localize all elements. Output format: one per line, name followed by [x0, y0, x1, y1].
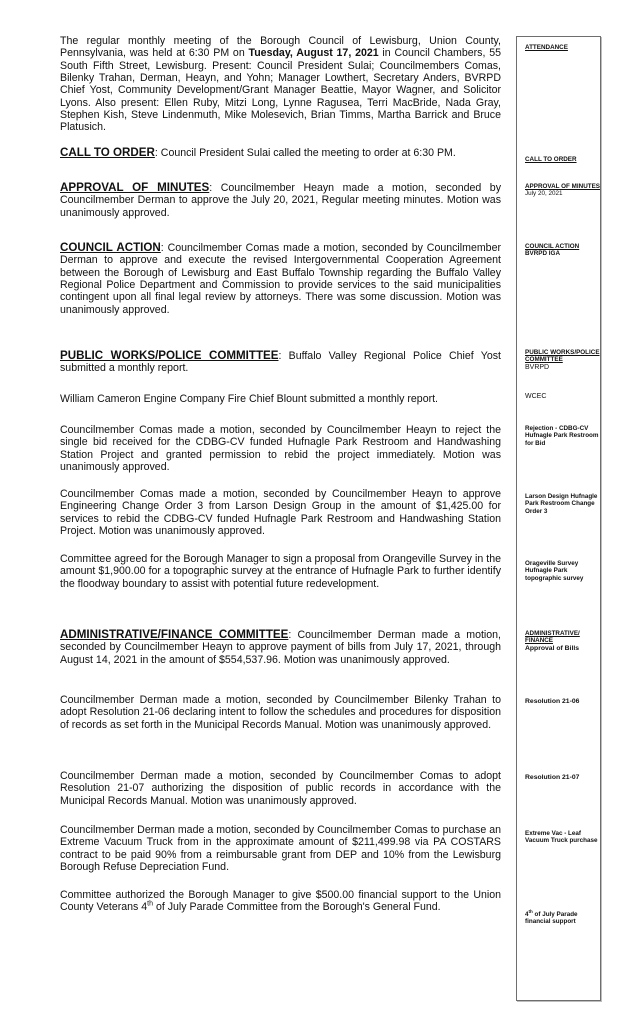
- council-action-text: : Councilmember Comas made a motion, seconded by Councilmember Derman to approve and execute the revised Intergovernmental Cooperation Agreement between the Borough of Lewisburg and East Buffalo Township regarding the Buffalo Valley Regional Police Department and Commission to provide services to the said municipalities contingent upon all final legal review by attorneys. There was some discussion. Motion was unanimously approved.: [60, 242, 501, 316]
- margin-note-admin: [525, 630, 601, 652]
- intro-text: The regular monthly meeting of the Borough Council of Lewisburg, Union County, Pennsylvania, was held at 6:30 PM on: [60, 35, 501, 60]
- approval-of-minutes-paragraph: [60, 182, 501, 219]
- rejection-paragraph: [60, 424, 501, 473]
- margin-note-res-21-06: [525, 698, 601, 706]
- margin-note-parade: [525, 908, 601, 926]
- call-to-order-paragraph: [60, 147, 501, 159]
- wcec-text: William Cameron Engine Company Fire Chief Blount submitted a monthly report.: [60, 393, 439, 405]
- margin-public-works-heading: PUBLIC WORKS/POLICE COMMITTEE: [525, 349, 600, 364]
- vac-truck-text: Councilmember Derman made a motion, seconded by Councilmember Comas to purchase an Extreme Vacuum Truck from in the approximate amount of $211,499.98 via PA COSTARS contract to be paid 90% from a reimbursable grant from DEP and 10% from the Lewisburg Borough Refuse Depreciation Fund.: [60, 824, 501, 874]
- margin-parade-sup: th: [528, 908, 533, 914]
- approval-of-minutes-heading: APPROVAL OF MINUTES: [60, 181, 210, 194]
- meeting-date: Tuesday, August 17, 2021: [248, 47, 379, 60]
- vac-truck-paragraph: [60, 824, 501, 873]
- admin-finance-paragraph: [60, 629, 501, 666]
- survey-paragraph: [60, 553, 501, 590]
- approval-of-minutes-text: : Councilmember Heayn made a motion, seconded by Councilmember Derman to approve the July 20, 2021, Regular meeting minutes. Motion was unanimously approved.: [60, 182, 501, 219]
- margin-orageville: Orageville Survey Hufnagle Park topographic survey: [525, 560, 584, 582]
- change-order-text: Councilmember Comas made a motion, seconded by Councilmember Heayn to approve Engineering Change Order 3 from Larson Design Group in the amount of $1,425.00 for services to rebid the CDBG-CV funded Hufnagle Park Restroom and Handwashing Station Project. Motion was unanimously approved.: [60, 488, 501, 538]
- council-action-paragraph: [60, 242, 501, 316]
- council-action-heading: COUNCIL ACTION: [60, 241, 161, 254]
- parade-superscript: th: [147, 900, 154, 908]
- rejection-text: Councilmember Comas made a motion, seconded by Councilmember Heayn to reject the single bid received for the CDBG-CV funded Hufnagle Park Restroom and Handwashing Station Project and granted permission to rebid the project immediately. Motion was unanimously approved.: [60, 424, 501, 474]
- parade-paragraph: [60, 889, 501, 914]
- public-works-text: : Buffalo Valley Regional Police Chief Yost submitted a monthly report.: [60, 350, 501, 375]
- admin-finance-text: : Councilmember Derman made a motion, seconded by Councilmember Heayn to approve payment of bills from July 17, 2021, through August 14, 2021 in the amount of $554,537.96. Motion was unanimously approved.: [60, 629, 501, 666]
- admin-finance-heading: ADMINISTRATIVE/FINANCE COMMITTEE: [60, 628, 289, 641]
- margin-attendance-heading: ATTENDANCE: [525, 44, 568, 51]
- margin-note-council-action: [525, 243, 601, 258]
- margin-admin-sub: Approval of Bills: [525, 644, 580, 652]
- margin-parade-text: of July Parade financial support: [525, 911, 578, 926]
- public-works-paragraph: [60, 350, 501, 375]
- margin-notes-box: [516, 36, 601, 1001]
- margin-res-21-07: Resolution 21-07: [525, 774, 580, 781]
- margin-parade: [525, 908, 601, 926]
- margin-note-attendance: [525, 44, 601, 51]
- margin-note-orageville: [525, 560, 601, 582]
- margin-note-wcec: [525, 393, 601, 401]
- margin-rejection: Rejection - CDBG-CV Hufnagle Park Restroom for Bid: [525, 425, 599, 447]
- margin-larson: Larson Design Hufnagle Park Restroom Change Order 3: [525, 493, 598, 515]
- margin-note-rejection: [525, 425, 601, 447]
- margin-approval-date: July 20, 2021: [525, 190, 563, 198]
- margin-council-action-sub: BVRPD IGA: [525, 250, 560, 258]
- margin-council-action-heading: COUNCIL ACTION: [525, 243, 580, 250]
- margin-note-call-to-order: [525, 156, 601, 163]
- wcec-paragraph: [60, 393, 501, 405]
- margin-call-to-order-heading: CALL TO ORDER: [525, 156, 577, 163]
- change-order-paragraph: [60, 488, 501, 537]
- resolution-21-06-paragraph: [60, 694, 501, 731]
- margin-approval-heading: APPROVAL OF MINUTES: [525, 183, 600, 190]
- parade-text: Committee authorized the Borough Manager to give $500.00 financial support to the Union County Veterans 4: [60, 889, 501, 914]
- margin-note-public-works: [525, 349, 601, 372]
- margin-note-res-21-07: [525, 774, 601, 782]
- margin-note-larson: [525, 493, 601, 515]
- public-works-heading: PUBLIC WORKS/POLICE COMMITTEE: [60, 349, 279, 362]
- margin-vac: Extreme Vac - Leaf Vacuum Truck purchase: [525, 830, 598, 845]
- margin-note-approval: [525, 183, 601, 198]
- call-to-order-text: : Council President Sulai called the meeting to order at 6:30 PM.: [154, 147, 456, 159]
- parade-text-end: of July Parade Committee from the Borough's General Fund.: [153, 901, 441, 914]
- survey-text: Committee agreed for the Borough Manager to sign a proposal from Orangeville Survey in the amount $1,900.00 for a topographic survey at the entrance of Hufnagle Park to further identify the floodway boundary to assist with potential future redevelopment.: [60, 553, 501, 590]
- intro-paragraph: [60, 35, 501, 134]
- margin-note-vac: [525, 830, 601, 845]
- margin-res-21-06: Resolution 21-06: [525, 698, 580, 705]
- resolution-21-07-paragraph: [60, 770, 501, 807]
- intro-attendees: in Council Chambers, 55 South Fifth Street, Lewisburg. Present: Council President Sulai; Councilmembers Comas, Bilenky Trahan, Derman, Heayn, and Yohn; Manager Lowthert, Secretary Anders, BVRPD Chief Yost, Community Development/Grant Manager Beattie, Mayor Wagner, and Solicitor Lyons. Also present: Ellen Ruby, Mitzi Long, Lynne Ragusea, Terri MacBride, Nada Gray, Stephen Kish, Steve Lindenmuth, Mike Molesevich, Brian Timms, Martha Barrick and Bruce Platusich.: [60, 47, 501, 134]
- resolution-21-06-text: Councilmember Derman made a motion, seconded by Councilmember Bilenky Trahan to adopt Resolution 21-06 declaring intent to follow the schedules and procedures for disposition of records as set forth in the Municipal Records Manual. Motion was unanimously approved.: [60, 694, 501, 731]
- margin-admin-heading: ADMINISTRATIVE/ FINANCE: [525, 630, 580, 645]
- margin-public-works-sub: BVRPD: [525, 363, 550, 371]
- call-to-order-heading: CALL TO ORDER: [60, 146, 155, 159]
- margin-parade-num: 4: [525, 911, 529, 918]
- margin-wcec: WCEC: [525, 393, 547, 400]
- resolution-21-07-text: Councilmember Derman made a motion, seconded by Councilmember Comas to adopt Resolution 21-07 authorizing the disposition of public records in accordance with the Municipal Records Manual. Motion was unanimously approved.: [60, 770, 501, 807]
